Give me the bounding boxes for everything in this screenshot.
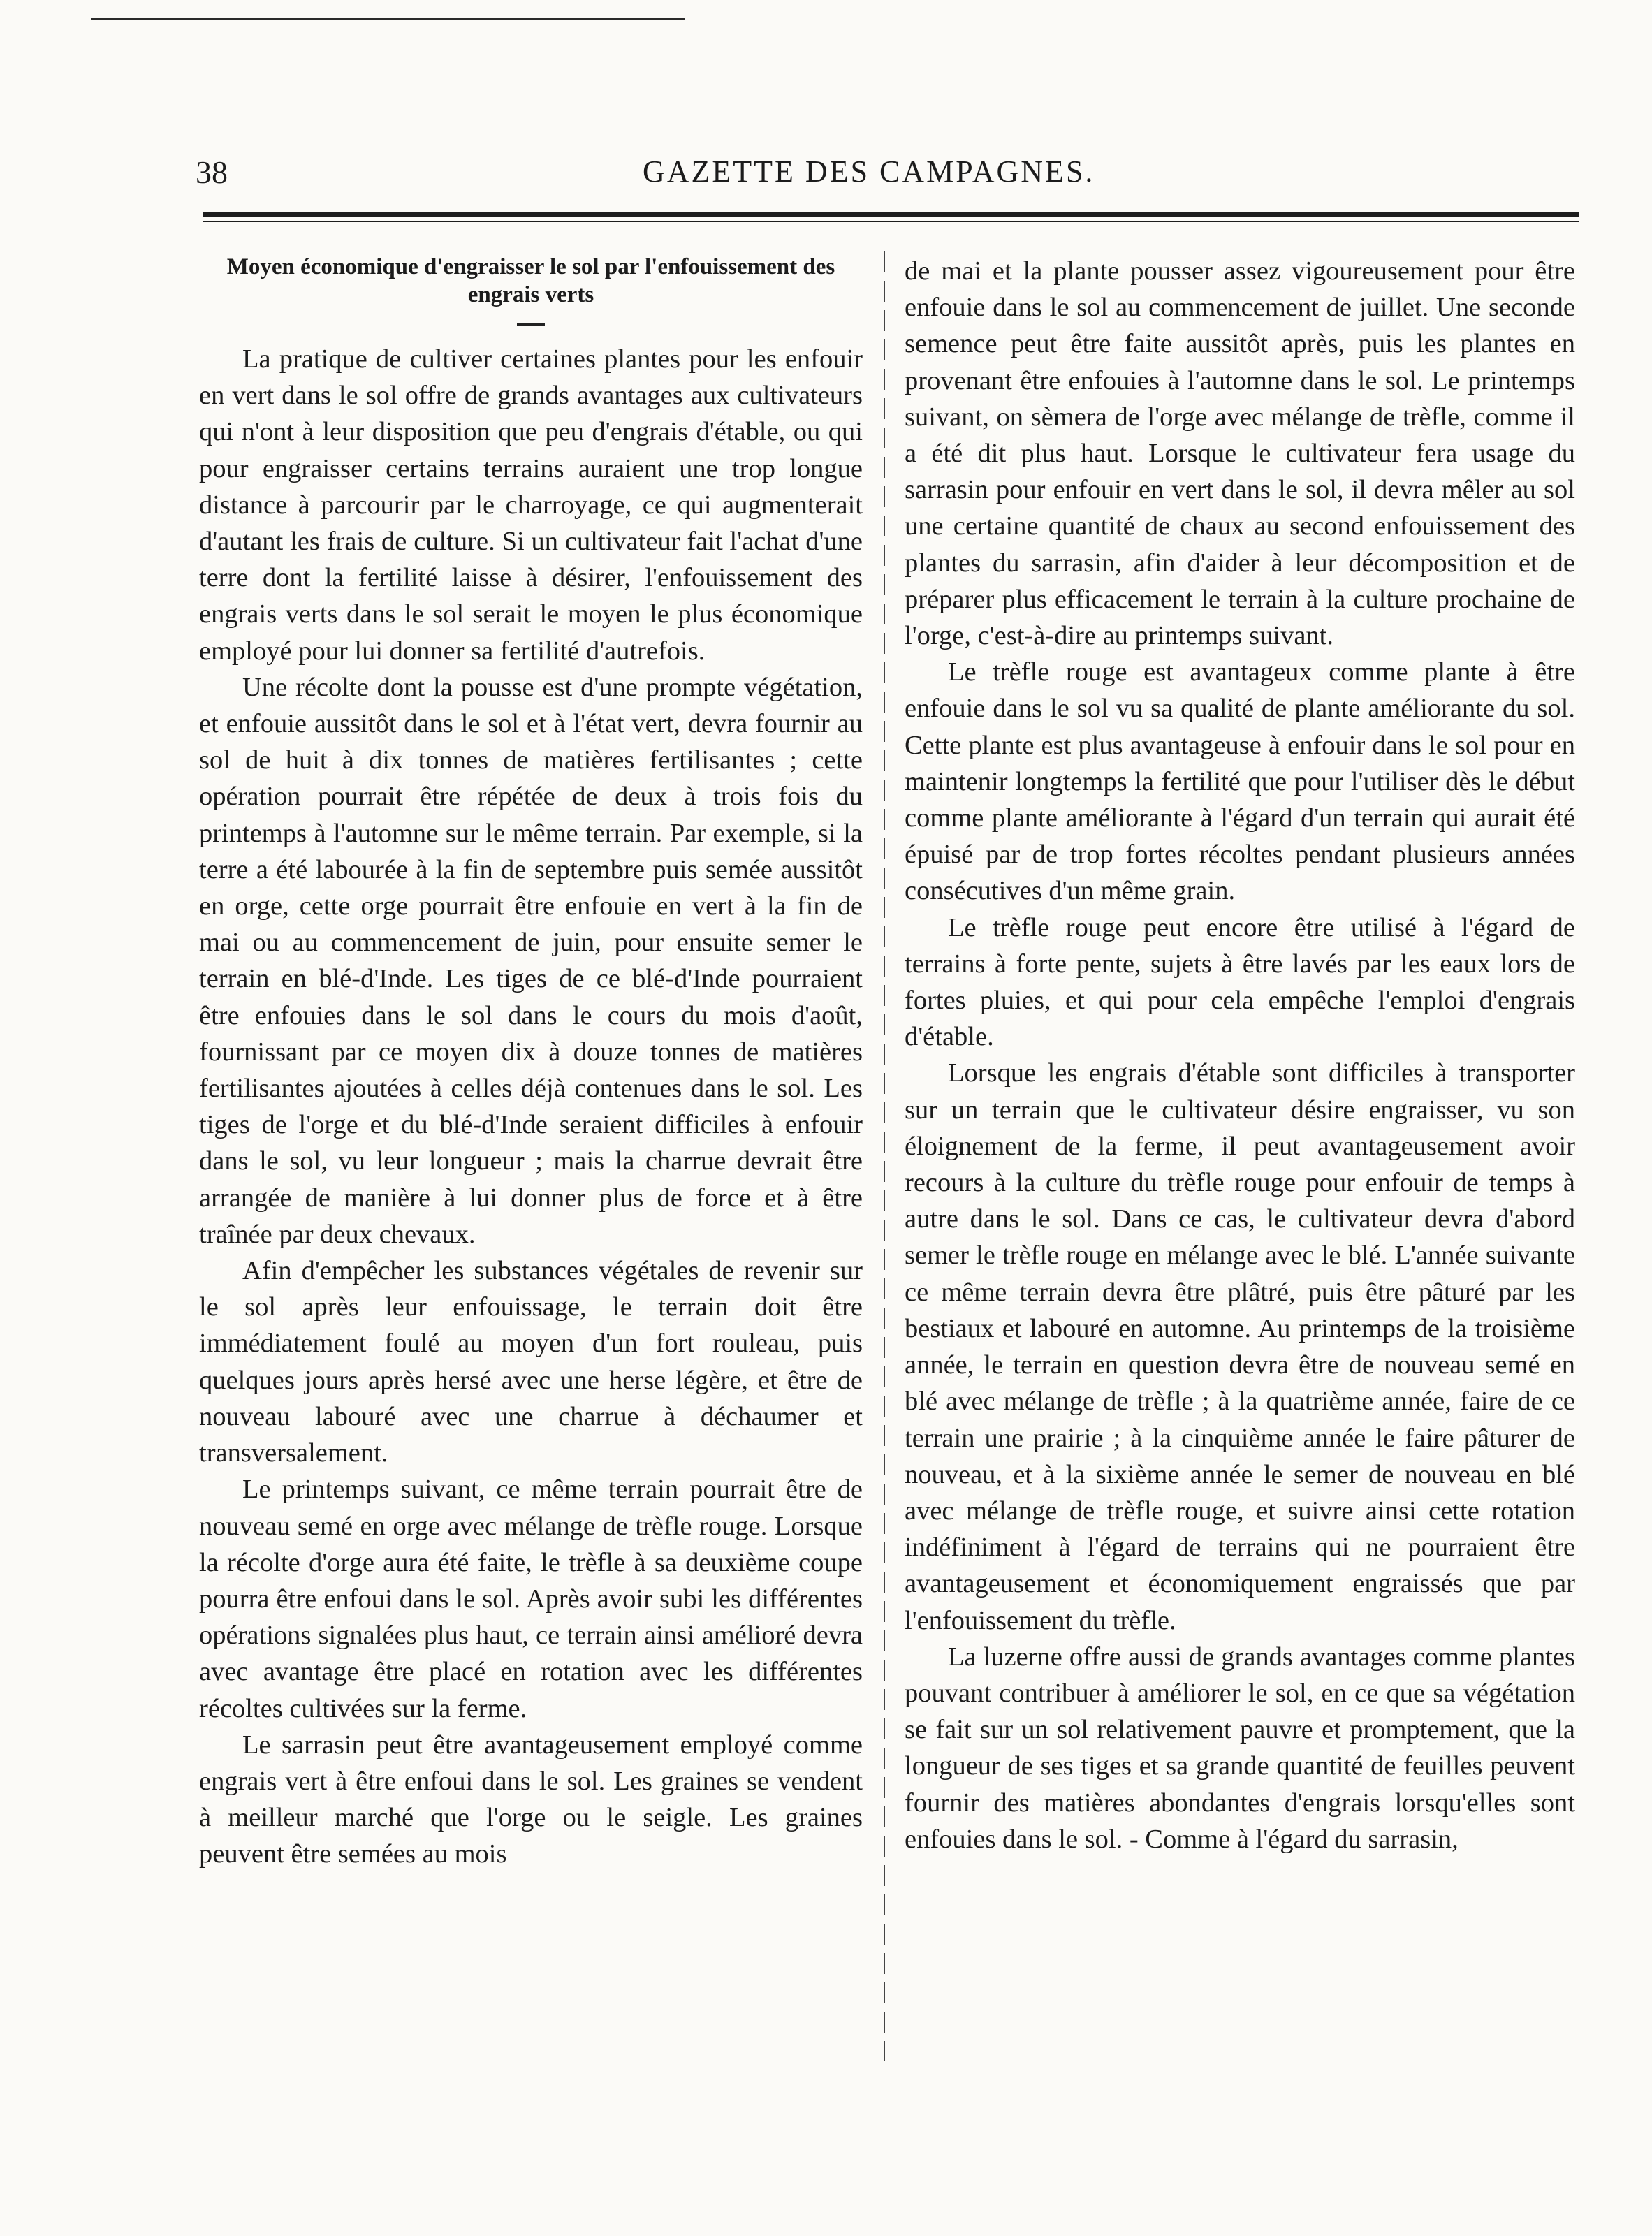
page-number: 38 bbox=[196, 154, 228, 190]
paragraph: La pratique de cultiver certaines plantes pour les enfouir en vert dans le sol offre de grands avantages aux cultivateurs qui n'ont à leur disposition que peu d'engrais d'étable, ou qui pour engraisser certains terrains auraient une trop longue distance à parcourir par le charroyage, ce qui augmenterait d'autant les frais de culture. Si un cultivateur fait l'achat d'une terre dont la fertilité laisse à désirer, l'enfouissement des engrais verts dans le sol serait le moyen le plus économique employé pour lui donner sa fertilité d'autrefois. bbox=[199, 344, 863, 666]
paragraph: Lorsque les engrais d'étable sont difficiles à transporter sur un terrain que le cultivateur désire engraisser, vu son éloignement de la ferme, il peut avantageusement avoir recours à la culture du trèfle rouge pour enfouir de temps à autre dans le sol. Dans ce cas, le cultivateur devra d'abord semer le trèfle rouge en mélange avec le blé. L'année suivante ce même terrain devra être plâtré, puis être pâturé par les bestiaux et labouré en automne. Au printemps de la troisième année, le terrain en question devra être de nouveau semé en blé avec mélange de trèfle ; à la quatrième année, faire de ce terrain une prairie ; à la cinquième année le faire pâturer de nouveau, et à la sixième année le semer de nouveau en blé avec mélange de trèfle rouge, et suivre ainsi cette rotation indéfiniment à l'égard de terrains qui ne pourraient être avantageusement et économiquement engraissés que par l'enfouissement du trèfle. bbox=[905, 1058, 1575, 1635]
paragraph: Le printemps suivant, ce même terrain pourrait être de nouveau semé en orge avec mélange de trèfle rouge. Lorsque la récolte d'orge aura été faite, le trèfle à sa deuxième coupe pourra être enfoui dans le sol. Après avoir subi les différentes opérations signalées plus haut, ce terrain ainsi amélioré devra avec avantage être placé en rotation avec les différentes récoltes cultivées sur la ferme. bbox=[199, 1475, 863, 1723]
article-title: Moyen économique d'engraisser le sol par l'enfouissement des engrais verts bbox=[226, 254, 835, 307]
title-separator bbox=[199, 313, 863, 331]
paragraph: Une récolte dont la pousse est d'une prompte végétation, et enfouie aussitôt dans le sol et à l'état vert, devra fournir au sol de huit à dix tonnes de matières fertilisantes ; cette opération pourrait être répétée de deux à trois fois du printemps à l'automne sur le même terrain. Par exemple, si la terre a été labourée à la fin de septembre puis semée aussitôt en orge, cette orge pourrait être enfouie en vert à la fin de mai ou au commencement de juin, pour ensuite semer le terrain en blé-d'Inde. Les tiges de ce blé-d'Inde pourraient être enfouies dans le sol dans le cours du mois d'août, fournissant par ce moyen dix à douze tonnes de matières fertilisantes ajoutées à celles déjà contenues dans le sol. Les tiges de l'orge et du blé-d'Inde seraient difficiles à enfouir dans le sol, vu leur longueur ; mais la charrue devrait être arrangée de manière à lui donner plus de force et à être traînée par deux chevaux. bbox=[199, 672, 863, 1249]
paragraph: Le sarrasin peut être avantageusement employé comme engrais vert à être enfoui dans le sol. Les graines se vendent à meilleur marché que l'orge ou le seigle. Les graines peuvent être semées au mois bbox=[199, 1730, 863, 1869]
column-divider bbox=[884, 251, 885, 2061]
paragraph: La luzerne offre aussi de grands avantages comme plantes pouvant contribuer à améliorer le sol, en ce que sa végétation se fait sur un sol relativement pauvre et promptement, que la longueur de ses tiges et sa grande quantité de feuilles peuvent fournir des matières abondantes d'engrais lorsqu'elles sont enfouies dans le sol. - Comme à l'égard du sarrasin, bbox=[905, 1642, 1575, 1854]
right-column bbox=[905, 253, 1575, 1857]
paragraph: Le trèfle rouge est avantageux comme plante à être enfouie dans le sol vu sa qualité de plante améliorante du sol. Cette plante est plus avantageuse à enfouir dans le sol pour en maintenir longtemps la fertilité que pour l'utiliser dès le début comme plante améliorante à l'égard d'un terrain qui aurait été épuisé par de trop fortes récoltes pendant plusieurs années consécutives d'un même grain. bbox=[905, 657, 1575, 906]
paragraph: Afin d'empêcher les substances végétales de revenir sur le sol après leur enfouissage, le terrain doit être immédiatement foulé au moyen d'un fort rouleau, puis quelques jours après hersé avec une herse légère, et être de nouveau labouré avec une charrue à déchaumer et transversalement. bbox=[199, 1256, 863, 1468]
header-rule-thin bbox=[203, 221, 1579, 222]
page-header bbox=[196, 154, 1579, 196]
header-rule-thick bbox=[203, 212, 1579, 217]
paragraph-continued: de mai et la plante pousser assez vigoureusement pour être enfouie dans le sol au commencement de juillet. Une seconde semence peut être faite aussitôt après, puis les plantes en provenant être enfouies à l'automne dans le sol. Le printemps suivant, on sèmera de l'orge avec mélange de trèfle, comme il a été dit plus haut. Lorsque le cultivateur fera usage du sarrasin pour enfouir en vert dans le sol, il devra mêler au sol une certaine quantité de chaux au second enfouissement des plantes du sarrasin, afin d'aider à leur décomposition et de préparer plus efficacement le terrain à la culture prochaine de l'orge, c'est-à-dire au printemps suivant. bbox=[905, 256, 1575, 651]
top-edge-rule bbox=[91, 18, 685, 20]
running-title: GAZETTE DES CAMPAGNES. bbox=[643, 154, 1095, 189]
paragraph: Le trèfle rouge peut encore être utilisé à l'égard de terrains à forte pente, sujets à être lavés par les eaux lors de fortes pluies, et qui pour cela empêche l'emploi d'engrais d'étable. bbox=[905, 912, 1575, 1052]
left-column bbox=[199, 253, 863, 1873]
